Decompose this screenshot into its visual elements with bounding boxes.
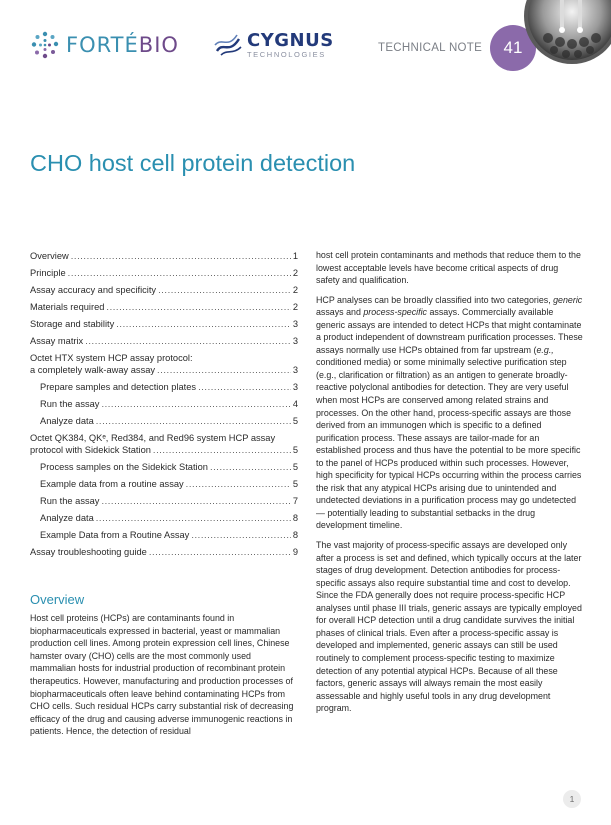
page-header (0, 0, 611, 90)
overview-paragraph: Host cell proteins (HCPs) are contaminants found in biopharmaceuticals expressed in bacterial, yeast or mammalian production cell lines. Among protein expression cell lines, Chinese hamster ovary (CHO) cells are the most commonly used mammalian hosts for industrial production of recombinant protein therapeutics. However, manufacturing and production processes of biopharmaceuticals often leave behind contaminating HCPs from CHO cells. Such residual HCPs carry substantial risk of decreasing efficacy of the drug and causing adverse immunogenic reactions in patients. Hence, the detection of residual (30, 613, 294, 737)
paragraph: host cell protein contaminants and methods that reduce them to the lowest acceptable levels have become critical aspects of drug safety and qualification. (316, 250, 581, 286)
right-column (316, 249, 584, 722)
fortebio-dots-icon (30, 30, 60, 60)
fortebio-wordmark: FORTÉBIO (66, 33, 179, 57)
toc-item[interactable]: Storage and stability . . . 3 (30, 316, 298, 333)
toc-item[interactable]: Octet QK384, QKᵉ, Red384, and Red96 system HCP assay protocol with Sidekick Station . . . 5 (30, 430, 298, 459)
toc-item[interactable]: Materials required . . . 2 (30, 299, 298, 316)
toc-item[interactable]: Run the assay . . . 7 (30, 493, 298, 510)
table-of-contents (30, 248, 298, 561)
cygnus-subtitle: TECHNOLOGIES (247, 49, 326, 59)
toc-item[interactable]: Principle . . . 2 (30, 265, 298, 282)
note-number-badge: 41 (490, 25, 536, 71)
swan-icon (213, 31, 243, 59)
toc-item[interactable]: Example Data from a Routine Assay . . . 8 (30, 527, 298, 544)
paragraph: HCP analyses can be broadly classified into two categories, generic assays and process-specific assays. Commercially available generic assays are intended to detect HCPs that might contaminate a product independent of downstream purification processes. These assays normally use HCPs obtained from far upstream (e.g., conditioned media) or some minimally selective purification step (e.g., clarification or filtration) as an antigen to generate broadly-reactive polyclonal antibodies for detection. They are very useful when most HCPs are conserved among related strains and processes. On the other hand, process-specific assays are those derived from an immunogen which is specific to a defined purification process. These assays are tailor-made for an established process and thus have the potential to be more specific to the panel of HCPs produced within such processes. However, high specificity for typical HCPs occurring within the process carries the risk that any atypical HCPs arising due to unintended and undetected deviations in a purification process may go undetected — potentially leading to substantial setbacks in the drug development timeline. (316, 294, 583, 531)
toc-item[interactable]: Analyze data . . . 5 (30, 413, 298, 430)
paragraph: The vast majority of process-specific assays are developed only after a process is set and defined, which typically occurs at the later stages of drug development. Detection antibodies for process-specific assays also require substantial time and cost to develop. Since the FDA generally does not require process-specific HCP analyses until phase III trials, generic assays are typically employed for overall HCP detection until a drug candidate survives the initial phases of clinical trials. Even after a process-specific assay is developed and implemented, generic assays can still be used routinely to complement process-specific testing to maximize detection of any potential atypical HCPs. Because of all these factors, generic assays will always remain the most easily assessable and highly useful tools in any drug development program. (316, 540, 582, 714)
toc-item[interactable]: Assay matrix . . . 3 (30, 333, 298, 350)
toc-item[interactable]: Process samples on the Sidekick Station . . . 5 (30, 459, 298, 476)
technical-note-label: TECHNICAL NOTE (378, 42, 483, 54)
toc-item[interactable]: Example data from a routine assay . . . 5 (30, 476, 298, 493)
toc-item[interactable]: Prepare samples and detection plates . . . 3 (30, 379, 298, 396)
toc-item[interactable]: Assay troubleshooting guide . . . 9 (30, 544, 298, 561)
fortebio-logo (30, 30, 179, 60)
toc-item[interactable]: Overview . . . 1 (30, 248, 298, 265)
toc-item[interactable]: Assay accuracy and specificity . . . 2 (30, 282, 298, 299)
cygnus-wordmark: CYGNUS (247, 29, 334, 51)
instrument-photo-icon (520, 0, 611, 64)
toc-item[interactable]: Run the assay . . . 4 (30, 396, 298, 413)
overview-heading: Overview (30, 592, 85, 607)
toc-item[interactable]: Octet HTX system HCP assay protocol: a completely walk-away assay . . . 3 (30, 350, 298, 379)
page-number: 1 (563, 790, 581, 808)
toc-item[interactable]: Analyze data . . . 8 (30, 510, 298, 527)
cygnus-logo (213, 28, 334, 62)
page-title: CHO host cell protein detection (30, 150, 356, 176)
